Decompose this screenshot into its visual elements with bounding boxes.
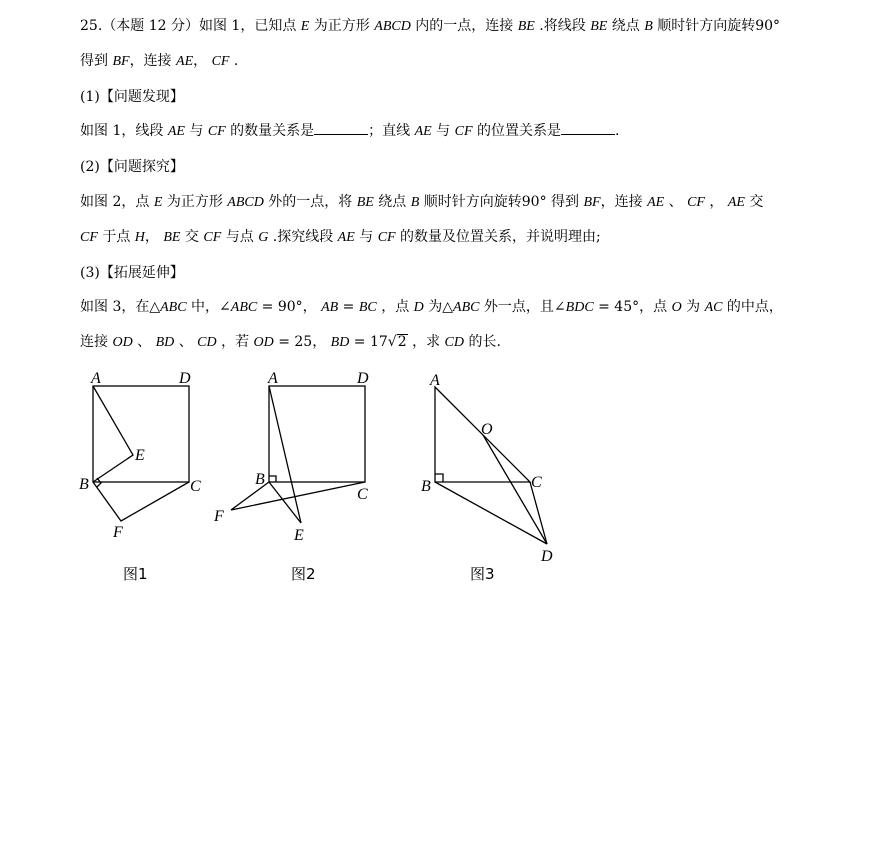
var: BDC bbox=[565, 300, 594, 315]
var: AC bbox=[704, 300, 723, 315]
var: AE bbox=[167, 124, 185, 139]
var: BE bbox=[590, 19, 608, 34]
text: ；直线 bbox=[368, 123, 415, 139]
text: 25.（本题 12 分）如图 1，已知点 bbox=[80, 18, 301, 34]
fig1-caption: 图1 bbox=[123, 565, 148, 583]
fig2-right-angle-mark bbox=[269, 476, 276, 482]
text: ， bbox=[704, 194, 728, 210]
text: ，点 bbox=[376, 299, 414, 315]
var: E bbox=[300, 19, 310, 34]
text: = 90°， bbox=[257, 299, 322, 315]
var: BD bbox=[155, 335, 175, 350]
fig1-square bbox=[93, 386, 189, 482]
text: = 17 bbox=[349, 334, 388, 350]
var: AE bbox=[414, 124, 432, 139]
var: ABCD bbox=[227, 195, 264, 210]
sqrt-symbol: √ bbox=[387, 334, 397, 350]
text: = bbox=[338, 299, 359, 315]
var: BE bbox=[517, 19, 535, 34]
var: B bbox=[644, 19, 653, 34]
text: 、 bbox=[174, 334, 198, 350]
text: 的数量及位置关系，并说明理由; bbox=[395, 229, 601, 245]
text: ，若 bbox=[216, 334, 254, 350]
fig1-segments-bf-cf bbox=[93, 482, 189, 521]
text: 的数量关系是 bbox=[225, 123, 315, 139]
fig2-label-e: E bbox=[294, 527, 304, 544]
text: 为正方形 bbox=[162, 194, 228, 210]
var: O bbox=[671, 300, 682, 315]
text: 如图 3，在△ bbox=[80, 299, 161, 315]
fig1-label-e: E bbox=[135, 447, 145, 464]
var: AE bbox=[337, 230, 355, 245]
fig2-label-d: D bbox=[357, 370, 369, 387]
fig3-segment-bd bbox=[435, 482, 547, 544]
text: 绕点 bbox=[607, 18, 645, 34]
text: 、 bbox=[132, 334, 156, 350]
text: . bbox=[229, 53, 239, 69]
part2-header: (2)【问题探究】 bbox=[80, 159, 184, 175]
text: 中，∠ bbox=[186, 299, 231, 315]
fig3-segment-cd bbox=[530, 482, 547, 544]
part1-header: (1)【问题发现】 bbox=[80, 89, 184, 105]
fig2-label-a: A bbox=[268, 370, 278, 387]
var: ABC bbox=[160, 300, 187, 315]
text: 与点 bbox=[221, 229, 259, 245]
text: 于点 bbox=[97, 229, 135, 245]
var: OD bbox=[112, 335, 133, 350]
fig3-right-angle-mark bbox=[435, 474, 443, 482]
text: 绕点 bbox=[373, 194, 411, 210]
fig2-caption: 图2 bbox=[291, 565, 316, 583]
fig1-label-c: C bbox=[190, 478, 201, 495]
text: 交 bbox=[744, 194, 764, 210]
var: BF bbox=[112, 54, 130, 69]
var: G bbox=[258, 230, 269, 245]
var: ABC bbox=[453, 300, 480, 315]
part3-header: (3)【拓展延伸】 bbox=[80, 265, 184, 281]
fig3-label-a: A bbox=[430, 372, 440, 389]
var: BE bbox=[163, 230, 181, 245]
text: . bbox=[614, 123, 620, 139]
var: D bbox=[413, 300, 424, 315]
text: 与 bbox=[354, 229, 378, 245]
text: 的位置关系是 bbox=[472, 123, 561, 139]
text: 顺时针方向旋转90° bbox=[652, 18, 781, 34]
text: 顺时针方向旋转90° 得到 bbox=[419, 194, 584, 210]
fig2-label-b: B bbox=[255, 471, 265, 488]
text: = 25， bbox=[273, 334, 331, 350]
var: AE bbox=[647, 195, 665, 210]
fig3-caption: 图3 bbox=[470, 565, 495, 583]
var: AB bbox=[321, 300, 339, 315]
text: 交 bbox=[180, 229, 204, 245]
text: 如图 1，线段 bbox=[80, 123, 168, 139]
text: ， bbox=[193, 53, 212, 69]
sqrt-radicand: 2 bbox=[397, 334, 407, 350]
text: ，连接 bbox=[600, 194, 648, 210]
var: H bbox=[134, 230, 145, 245]
figure-3 bbox=[435, 387, 547, 544]
text: 连接 bbox=[80, 334, 113, 350]
var: BD bbox=[330, 335, 350, 350]
var: CF bbox=[203, 230, 222, 245]
var: E bbox=[153, 195, 163, 210]
var: CF bbox=[80, 230, 98, 245]
text: ，求 bbox=[407, 334, 445, 350]
text: 内的一点，连接 bbox=[410, 18, 518, 34]
var: CD bbox=[444, 335, 464, 350]
text: .探究线段 bbox=[268, 229, 338, 245]
text: = 45°，点 bbox=[593, 299, 672, 315]
fig1-segments-ae-be bbox=[93, 386, 133, 482]
fig2-label-c: C bbox=[357, 486, 368, 503]
var: OD bbox=[253, 335, 274, 350]
text: 为 bbox=[681, 299, 705, 315]
var: B bbox=[410, 195, 420, 210]
text: 的长. bbox=[464, 334, 501, 350]
fig1-label-b: B bbox=[79, 476, 89, 493]
text: 如图 2，点 bbox=[80, 194, 154, 210]
var: CF bbox=[687, 195, 705, 210]
text: ， bbox=[144, 229, 164, 245]
text: 为△ bbox=[423, 299, 454, 315]
text: ，连接 bbox=[129, 53, 177, 69]
fig3-label-o: O bbox=[481, 421, 493, 438]
fig3-label-d: D bbox=[541, 548, 553, 565]
text: 与 bbox=[184, 123, 208, 139]
var: CF bbox=[454, 124, 473, 139]
fig3-label-c: C bbox=[531, 474, 542, 491]
fig3-label-b: B bbox=[421, 478, 431, 495]
text: 与 bbox=[431, 123, 455, 139]
fig2-label-f: F bbox=[214, 508, 224, 525]
var: CD bbox=[197, 335, 217, 350]
fig1-label-f: F bbox=[113, 524, 123, 541]
var: AE bbox=[176, 54, 194, 69]
var: CF bbox=[377, 230, 396, 245]
text: 外的一点，将 bbox=[263, 194, 357, 210]
text: .将线段 bbox=[534, 18, 591, 34]
fig1-label-a: A bbox=[91, 370, 101, 387]
fig1-label-d: D bbox=[179, 370, 191, 387]
var: BE bbox=[356, 195, 374, 210]
var: BF bbox=[583, 195, 601, 210]
var: BC bbox=[358, 300, 377, 315]
text: 得到 bbox=[80, 53, 113, 69]
var: ABC bbox=[230, 300, 258, 315]
fig2-segment-cf bbox=[231, 482, 365, 510]
text: 、 bbox=[664, 194, 688, 210]
text: 的中点， bbox=[722, 299, 783, 315]
fig2-square bbox=[269, 386, 365, 482]
var: ABCD bbox=[374, 19, 411, 34]
text: 外一点，且∠ bbox=[479, 299, 566, 315]
var: CF bbox=[207, 124, 226, 139]
figure-2 bbox=[231, 386, 365, 523]
var: AE bbox=[727, 195, 745, 210]
var: CF bbox=[211, 54, 230, 69]
text: 为正方形 bbox=[309, 18, 375, 34]
